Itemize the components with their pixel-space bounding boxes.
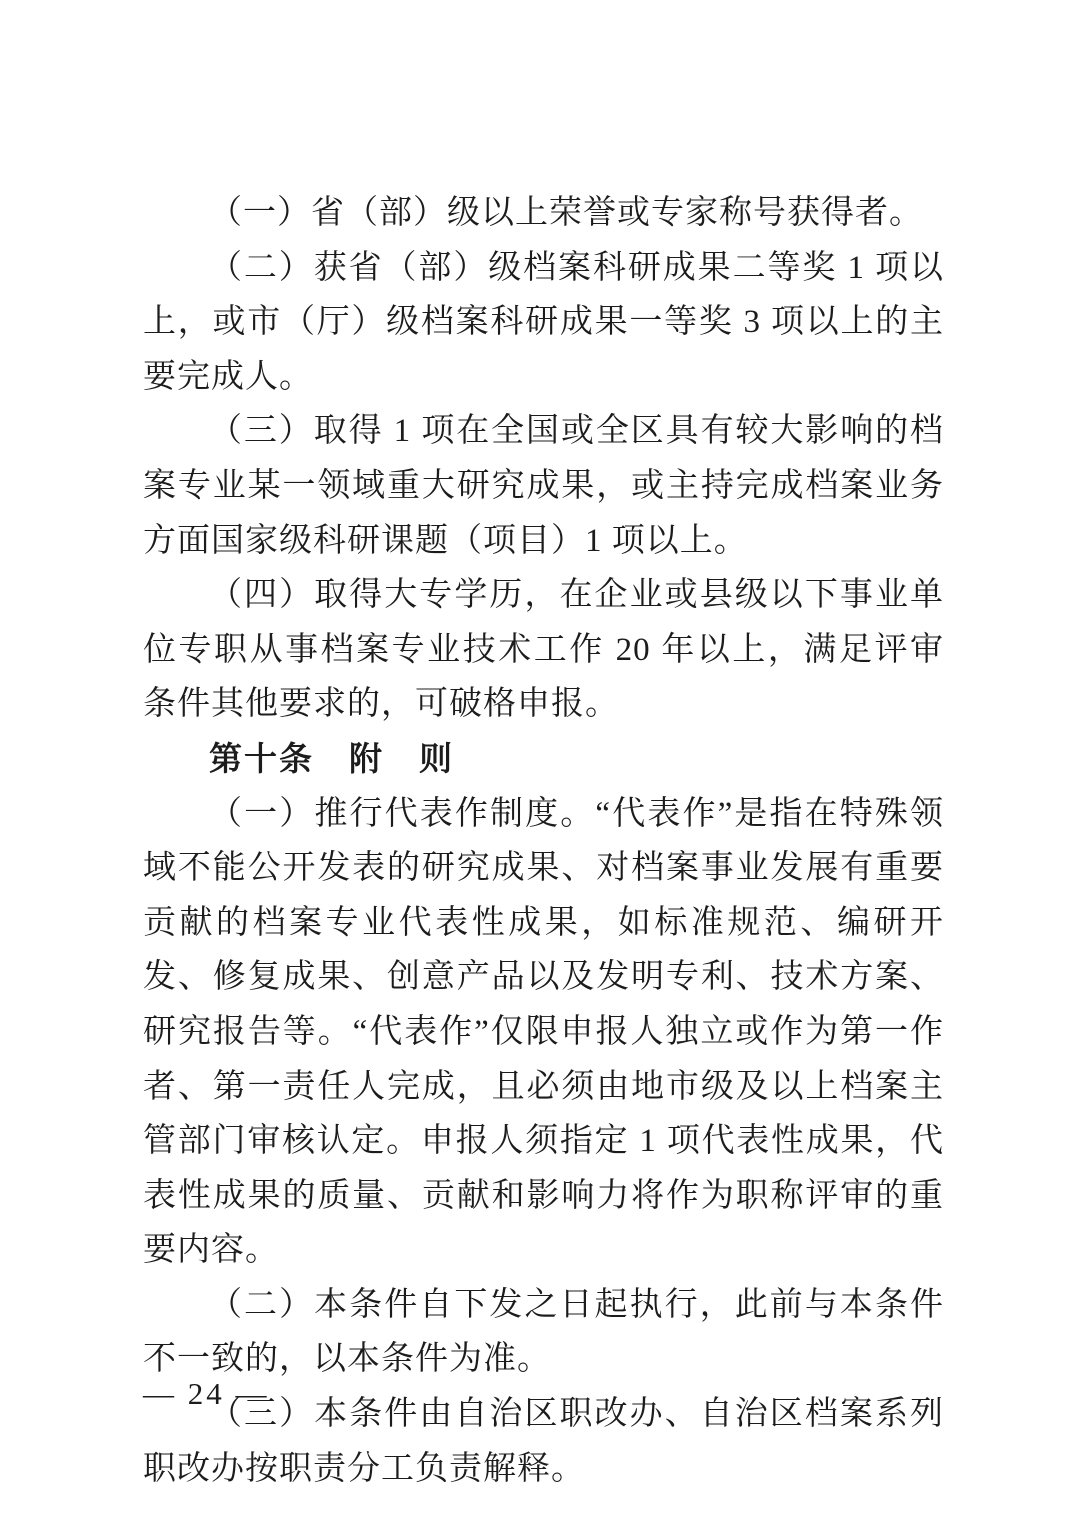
paragraph: （四）取得大专学历，在企业或县级以下事业单位专职从事档案专业技术工作 20 年以上，满足评审条件其他要求的，可破格申报。 xyxy=(143,577,944,723)
page-footer xyxy=(143,1374,270,1414)
paragraph: （二）获省（部）级档案科研成果二等奖 1 项以上，或市（厅）级档案科研成果一等奖 3 项以上的主要完成人。 xyxy=(143,249,945,395)
page-number: — 24 — xyxy=(143,1376,270,1411)
section-heading: 第十条 附 则 xyxy=(209,739,454,777)
document-body xyxy=(143,186,944,1496)
paragraph: （一）省（部）级以上荣誉或专家称号获得者。 xyxy=(209,195,923,231)
paragraph: （二）本条件自下发之日起执行，此前与本条件不一致的，以本条件为准。 xyxy=(143,1286,944,1378)
paragraph: （一）推行代表作制度。“代表作”是指在特殊领域不能公开发表的研究成果、对档案事业发展有重要贡献的档案专业代表性成果，如标准规范、编研开发、修复成果、创意产品以及发明专利、技术方案、研究报告等。“代表作”仅限申报人独立或作为第一作者、第一责任人完成，且必须由地市级及以上档案主管部门审核认定。申报人须指定 1 项代表性成果，代表性成果的质量、贡献和影响力将作为职称评审的重要内容。 xyxy=(143,795,944,1269)
paragraph: （三）取得 1 项在全国或全区具有较大影响的档案专业某一领域重大研究成果，或主持完成档案业务方面国家级科研课题（项目）1 项以上。 xyxy=(143,413,944,559)
paragraph: （三）本条件由自治区职改办、自治区档案系列职改办按职责分工负责解释。 xyxy=(143,1396,944,1487)
